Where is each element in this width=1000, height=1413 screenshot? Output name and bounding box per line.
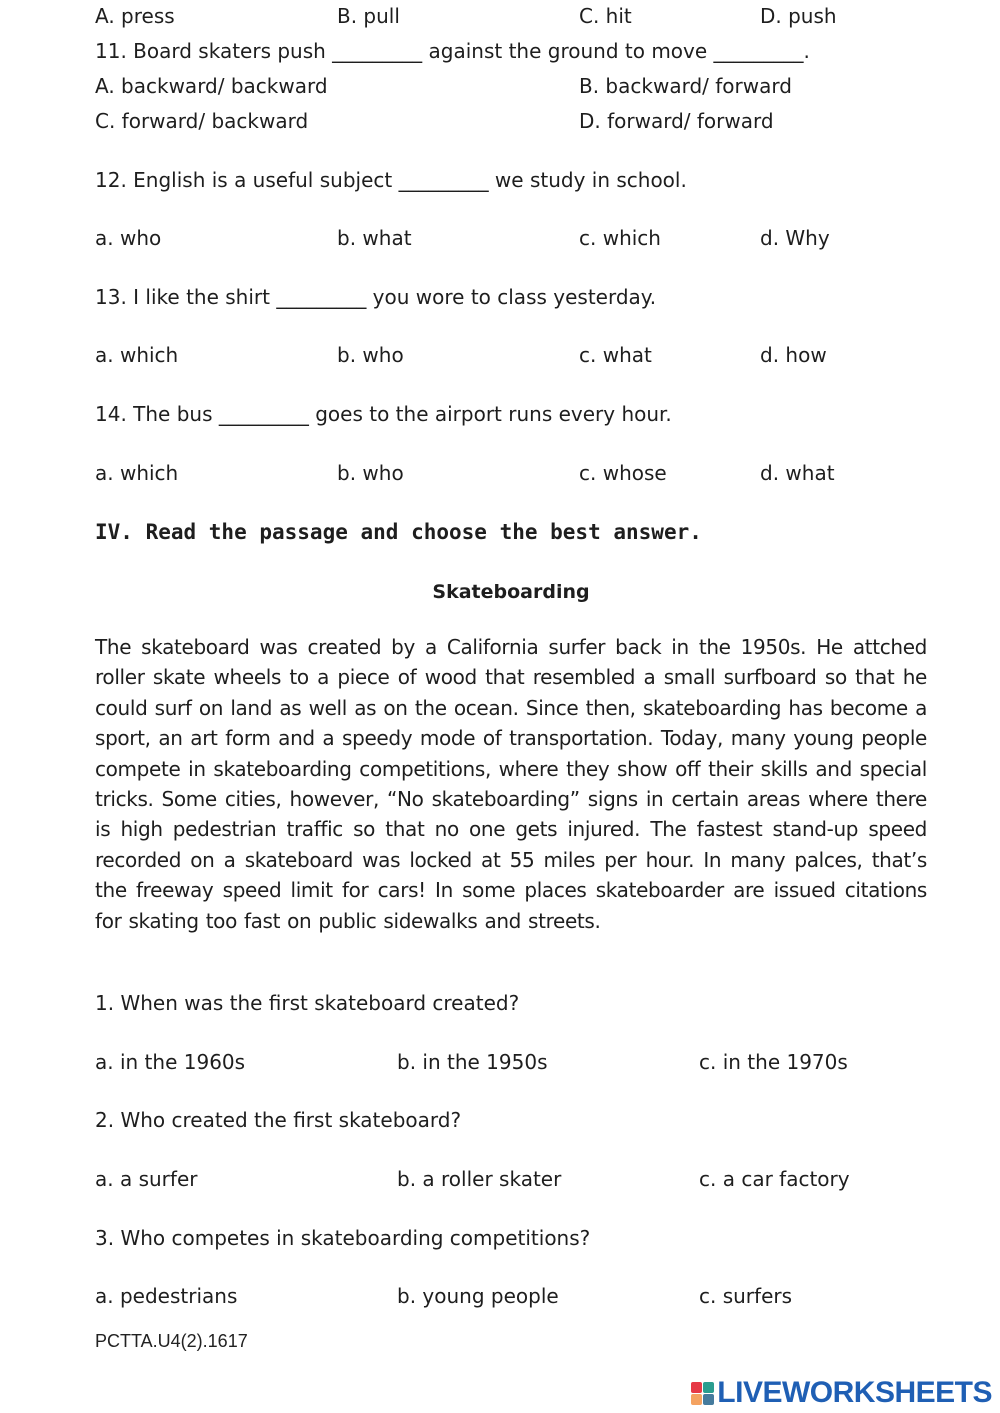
q11-option-b[interactable]: B. backward/ forward [579, 74, 792, 98]
reading-q1-option-a[interactable]: a. in the 1960s [95, 1050, 246, 1074]
reading-q1-option-c[interactable]: c. in the 1970s [699, 1050, 848, 1074]
reading-q2-stem: 2. Who created the first skateboard? [95, 1108, 462, 1132]
reading-q3-option-b[interactable]: b. young people [397, 1284, 559, 1308]
q10-option-c[interactable]: C. hit [579, 4, 632, 28]
logo-square-3 [691, 1394, 702, 1405]
q12-stem: 12. English is a useful subject _________ we study in school. [95, 168, 687, 192]
section-title: IV. Read the passage and choose the best answer. [95, 520, 702, 544]
passage-text: The skateboard was created by a California surfer back in the 1950s. He attched roller skate wheels to a piece of wood that resembled a small surfboard so that he could surf on land as well as on the ocean. Since then, skateboarding has become a sport, an art form and a speedy mode of transportation. Today, many young people compete in skateboarding competitions, where they show off their skills and special tricks. Some cities, however, “No skateboarding” signs in certain areas where there is high pedestrian traffic so that no one gets injured. The fastest stand-up speed recorded on a skateboard was locked at 55 miles per hour. In many palces, that’s the freeway speed limit for cars! In some places skateboarder are issued citations for skating too fast on public sidewalks and streets. [95, 635, 927, 933]
reading-q3-option-c[interactable]: c. surfers [699, 1284, 793, 1308]
q10-option-b[interactable]: B. pull [337, 4, 400, 28]
logo-square-4 [703, 1394, 714, 1405]
q11-stem: 11. Board skaters push _________ against the ground to move _________. [95, 39, 810, 63]
q13-option-d[interactable]: d. how [760, 343, 827, 367]
q11-option-a[interactable]: A. backward/ backward [95, 74, 328, 98]
reading-q2-option-a[interactable]: a. a surfer [95, 1167, 198, 1191]
passage-title: Skateboarding [432, 581, 590, 603]
reading-q2-option-c[interactable]: c. a car factory [699, 1167, 850, 1191]
reading-q1-option-b[interactable]: b. in the 1950s [397, 1050, 548, 1074]
liveworksheets-logo[interactable] [691, 1378, 992, 1408]
q14-option-b[interactable]: b. who [337, 461, 404, 485]
q11-option-c[interactable]: C. forward/ backward [95, 109, 309, 133]
q14-option-d[interactable]: d. what [760, 461, 835, 485]
q10-option-a[interactable]: A. press [95, 4, 175, 28]
q10-option-d[interactable]: D. push [760, 4, 837, 28]
q13-stem: 13. I like the shirt _________ you wore to class yesterday. [95, 285, 657, 309]
q13-option-b[interactable]: b. who [337, 343, 404, 367]
q11-option-d[interactable]: D. forward/ forward [579, 109, 774, 133]
reading-q3-option-a[interactable]: a. pedestrians [95, 1284, 238, 1308]
reading-q3-stem: 3. Who competes in skateboarding competitions? [95, 1226, 591, 1250]
reading-q1-stem: 1. When was the first skateboard created? [95, 991, 520, 1015]
q12-option-b[interactable]: b. what [337, 226, 412, 250]
q14-stem: 14. The bus _________ goes to the airport runs every hour. [95, 402, 672, 426]
reading-q2-option-b[interactable]: b. a roller skater [397, 1167, 562, 1191]
worksheet-code: PCTTA.U4(2).1617 [95, 1331, 248, 1351]
q12-option-c[interactable]: c. which [579, 226, 661, 250]
q13-option-c[interactable]: c. what [579, 343, 652, 367]
q14-option-a[interactable]: a. which [95, 461, 179, 485]
q12-option-d[interactable]: d. Why [760, 226, 830, 250]
logo-square-1 [691, 1382, 702, 1393]
brand-name: LIVEWORKSHEETS [717, 1376, 992, 1409]
logo-square-2 [703, 1382, 714, 1393]
q14-option-c[interactable]: c. whose [579, 461, 667, 485]
q12-option-a[interactable]: a. who [95, 226, 162, 250]
q13-option-a[interactable]: a. which [95, 343, 179, 367]
logo-mark-icon [691, 1382, 714, 1405]
